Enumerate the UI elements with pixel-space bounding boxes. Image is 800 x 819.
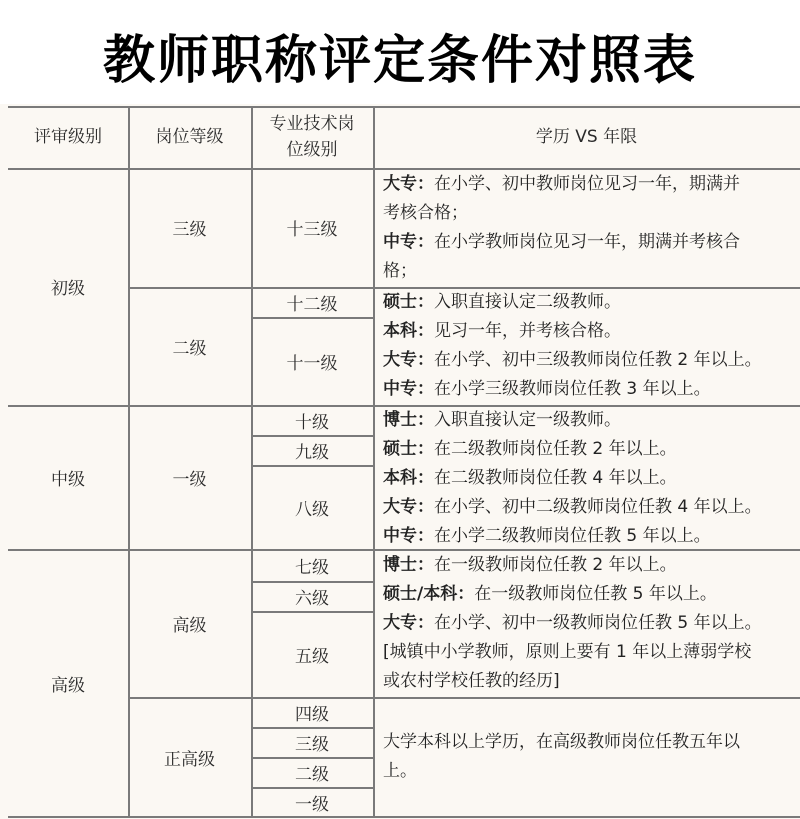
tech-6: 六级: [295, 588, 329, 609]
condition-line: 本科：在二级教师岗位任教 4 年以上。: [383, 468, 677, 488]
condition-line: 博士：入职直接认定一级教师。: [383, 410, 621, 430]
grade-full-high: 正高级: [164, 749, 215, 770]
page-title: 教师职称评定条件对照表: [102, 31, 697, 91]
header-edu-label: 学历 VS 年限: [535, 127, 638, 147]
tech-7: 七级: [295, 557, 329, 578]
condition-line: 大学本科以上学历，在高级教师岗位任教五年以: [383, 732, 740, 752]
condition-line: 格；: [383, 261, 417, 281]
tech-12: 十二级: [286, 294, 338, 315]
grade-3: 三级: [172, 220, 207, 240]
header-tech: [251, 106, 373, 168]
tech-13: 十三级: [286, 220, 338, 240]
tech-9: 九级: [295, 442, 329, 463]
tech-3: 三级: [295, 734, 329, 755]
header-tech-line2: 位级别: [286, 140, 338, 160]
grade-1: 一级: [172, 469, 207, 490]
header-grade: [128, 106, 251, 168]
tech-8: 八级: [295, 499, 329, 520]
condition-line: 大专：在小学、初中一级教师岗位任教 5 年以上。: [383, 613, 762, 633]
level-senior: 高级: [51, 675, 85, 696]
tech-1: 一级: [295, 794, 329, 815]
header-tech-line1: 专业技术岗: [269, 114, 355, 134]
condition-line: 硕士：入职直接认定二级教师。: [383, 292, 621, 312]
header-level-label: 评审级别: [34, 127, 102, 147]
conditions-high: [373, 551, 800, 697]
condition-line: 硕士：在二级教师岗位任教 2 年以上。: [383, 439, 677, 459]
header-edu: [373, 106, 800, 168]
tech-2: 二级: [295, 764, 329, 785]
condition-line: 或农村学校任教的经历]: [383, 671, 560, 691]
condition-line: 博士：在一级教师岗位任教 2 年以上。: [383, 555, 677, 575]
condition-line: 本科：见习一年，并考核合格。: [383, 321, 621, 341]
header-level: [8, 106, 128, 168]
conditions-grade-1: [373, 406, 800, 549]
condition-line: 考核合格；: [383, 203, 468, 223]
condition-line: 大专：在小学、初中三级教师岗位任教 2 年以上。: [383, 350, 762, 370]
grade-2: 二级: [172, 338, 207, 359]
condition-line: [城镇中小学教师，原则上要有 1 年以上薄弱学校: [383, 642, 752, 662]
conditions-full-high: [373, 728, 800, 816]
conditions-table: [0, 104, 800, 819]
header-grade-label: 岗位等级: [155, 127, 224, 147]
grade-high: 高级: [172, 615, 207, 636]
condition-line: 大专：在小学、初中二级教师岗位任教 4 年以上。: [383, 497, 762, 517]
condition-line: 中专：在小学教师岗位见习一年，期满并考核合: [383, 232, 740, 252]
condition-line: 中专：在小学二级教师岗位任教 5 年以上。: [383, 526, 711, 546]
conditions-grade-2: [373, 288, 800, 405]
tech-4: 四级: [295, 704, 329, 725]
level-middle: 中级: [51, 469, 85, 490]
condition-line: 大专：在小学、初中教师岗位见习一年，期满并: [383, 174, 740, 194]
tech-10: 十级: [295, 412, 329, 433]
condition-line: 上。: [383, 761, 417, 781]
conditions-grade-3: [373, 170, 800, 287]
level-primary: 初级: [51, 279, 85, 299]
tech-11: 十一级: [286, 353, 338, 374]
condition-line: 中专：在小学三级教师岗位任教 3 年以上。: [383, 379, 711, 399]
tech-5: 五级: [295, 646, 329, 667]
condition-line: 硕士/本科：在一级教师岗位任教 5 年以上。: [383, 584, 717, 604]
